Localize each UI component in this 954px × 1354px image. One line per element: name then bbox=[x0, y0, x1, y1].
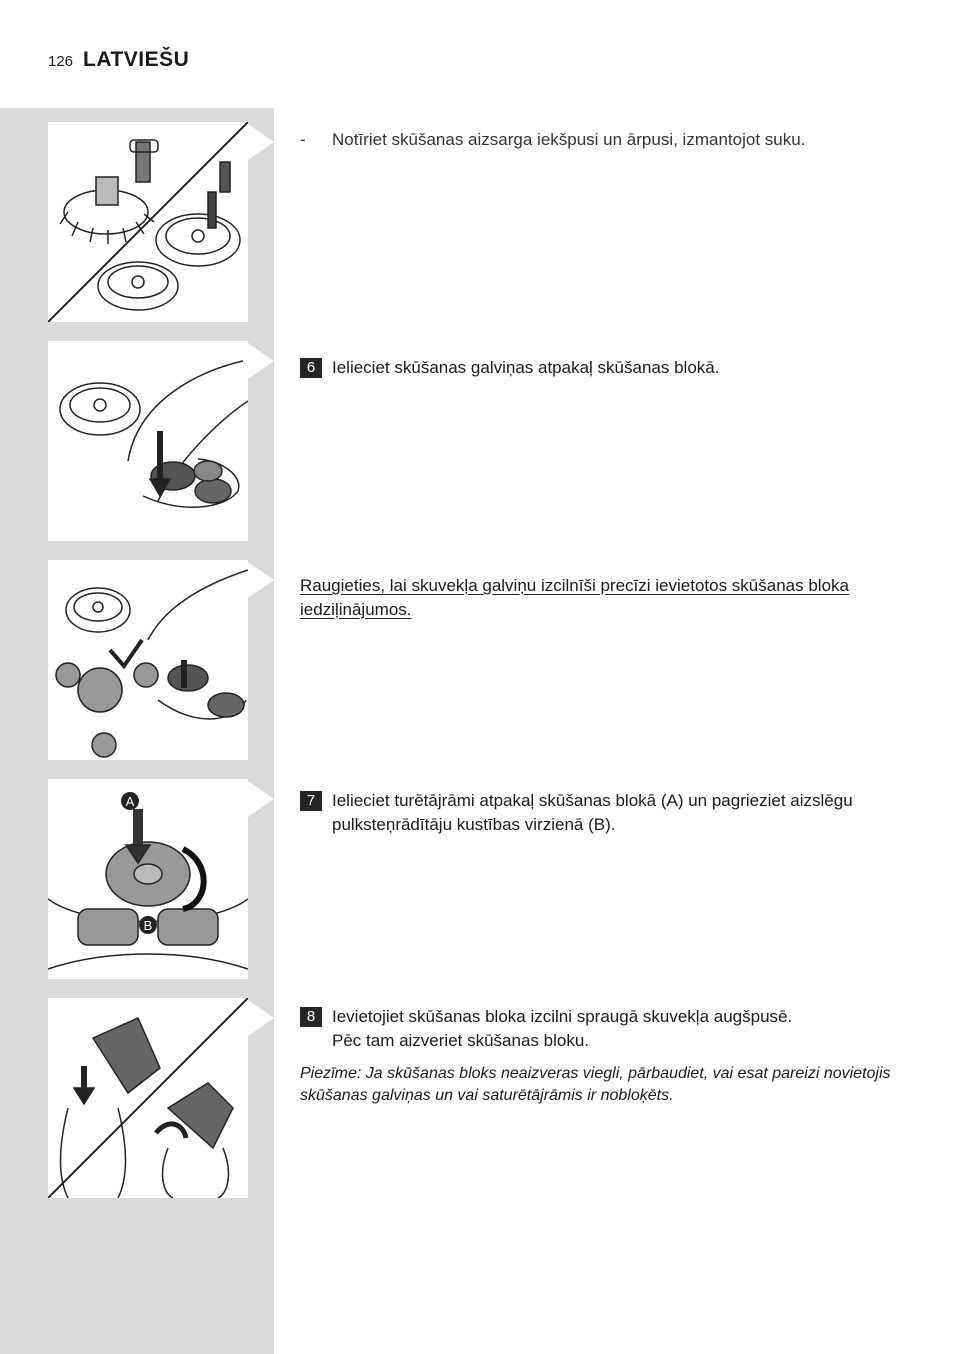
step-number-badge: 8 bbox=[300, 1007, 322, 1027]
figure-retaining-frame bbox=[48, 779, 248, 979]
figure-pointer bbox=[248, 124, 274, 160]
figure-close-unit bbox=[48, 998, 248, 1198]
instruction-clean-guard bbox=[300, 128, 900, 152]
shaver-close-icon bbox=[48, 998, 248, 1198]
step-number-badge: 6 bbox=[300, 358, 322, 378]
step-number-badge: 7 bbox=[300, 791, 322, 811]
instruction-text-line: Ielieciet turētājrāmi atpakaļ skūšanas blokā (A) un pagrieziet aizslēgu bbox=[332, 791, 853, 810]
section-title: LATVIEŠU bbox=[83, 48, 190, 71]
figure-pointer bbox=[248, 343, 274, 379]
instruction-step-7 bbox=[300, 789, 900, 837]
instruction-text-line: iedziļinājumos. bbox=[300, 600, 412, 619]
instruction-text-line: Pēc tam aizveriet skūšanas bloku. bbox=[332, 1031, 590, 1050]
instruction-text-line: Ievietojiet skūšanas bloka izcilni spraugā skuvekļa augšpusē. bbox=[332, 1007, 793, 1026]
label-a: A bbox=[125, 794, 135, 809]
note-text: Piezīme: Ja skūšanas bloks neaizveras viegli, pārbaudiet, vai esat pareizi novietojis skūšanas galviņas un vai saturētājrāmis ir nobloķēts. bbox=[300, 1065, 891, 1104]
figure-insert-heads bbox=[48, 341, 248, 541]
figure-pointer bbox=[248, 1000, 274, 1036]
brush-cleaning-icon bbox=[48, 122, 248, 322]
label-b: B bbox=[143, 918, 153, 933]
page-number: 126 bbox=[48, 53, 74, 70]
bullet-dash: - bbox=[300, 130, 306, 149]
rotate-arrow-icon bbox=[48, 779, 248, 979]
figure-clean-guard bbox=[48, 122, 248, 322]
figure-pointer bbox=[248, 781, 274, 817]
instruction-text-line: Raugieties, lai skuvekļa galviņu izcilnīši precīzi ievietotos skūšanas bloka bbox=[300, 576, 849, 595]
page-header bbox=[48, 48, 189, 72]
instruction-text: Notīriet skūšanas aizsarga iekšpusi un ārpusi, izmantojot suku. bbox=[332, 130, 806, 149]
instruction-text: Ielieciet skūšanas galviņas atpakaļ skūšanas blokā. bbox=[332, 358, 720, 377]
check-mark-icon bbox=[48, 560, 248, 760]
instruction-step-8 bbox=[300, 1005, 900, 1107]
figure-position-heads bbox=[48, 560, 248, 760]
figure-pointer bbox=[248, 562, 274, 598]
instruction-note-position bbox=[300, 574, 900, 622]
instruction-step-6 bbox=[300, 356, 900, 380]
instruction-text-line: pulksteņrādītāju kustības virzienā (B). bbox=[332, 815, 616, 834]
shaving-head-icon bbox=[48, 341, 248, 541]
